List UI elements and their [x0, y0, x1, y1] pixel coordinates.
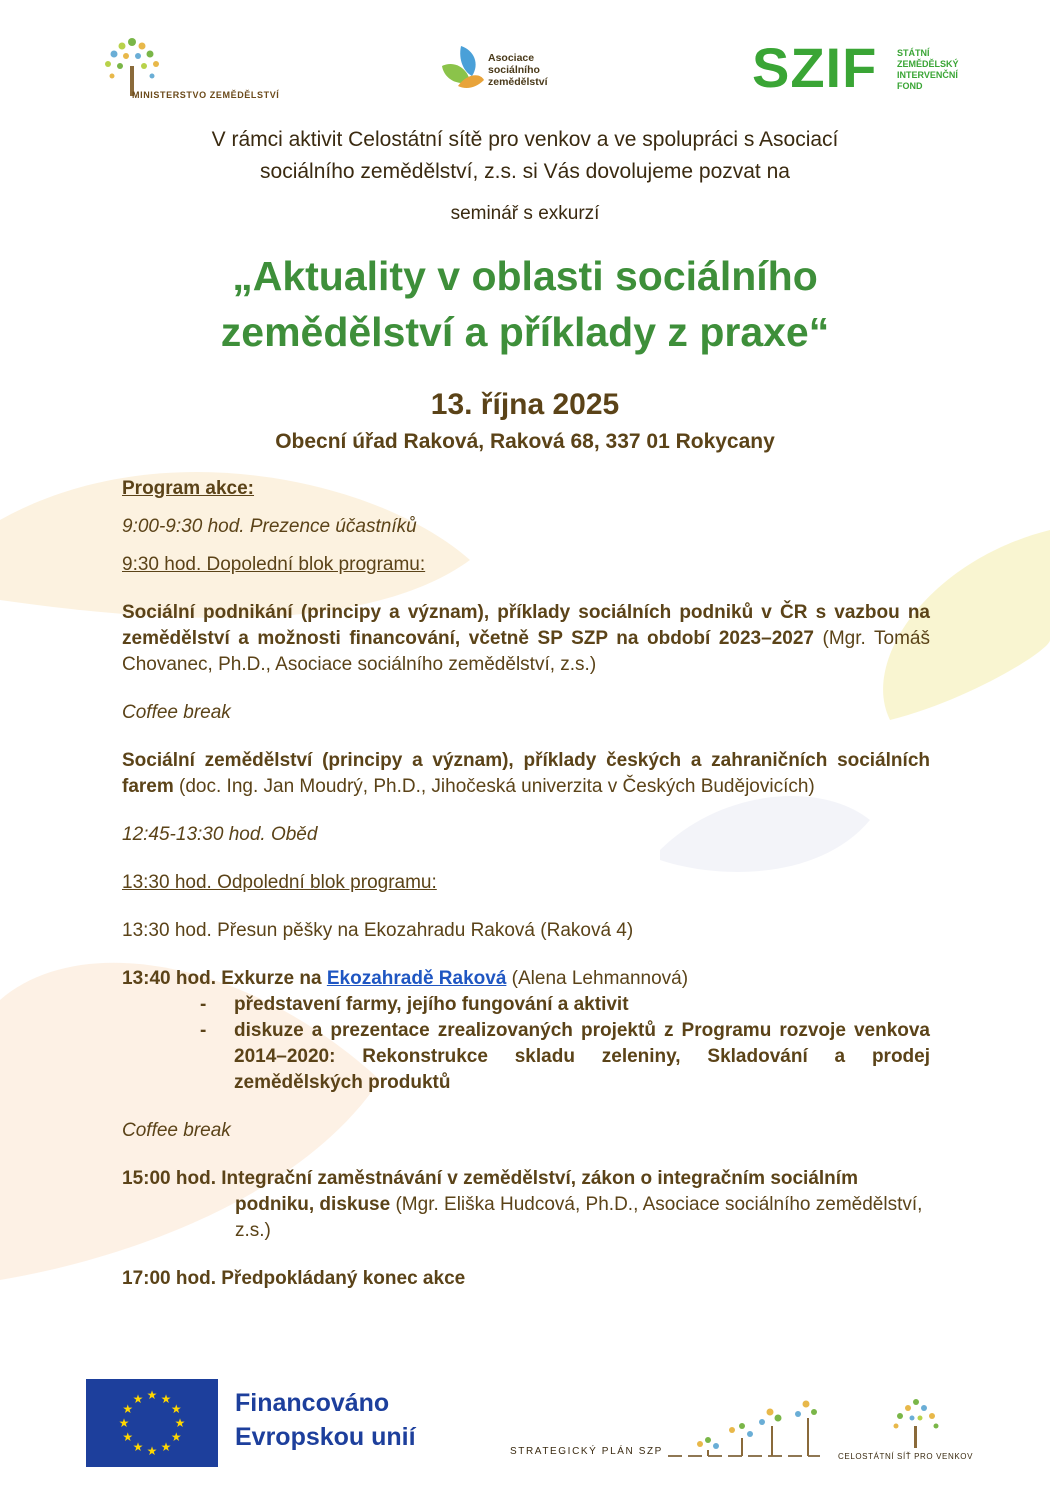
ssp-label: STRATEGICKÝ PLÁN SZP — [510, 1446, 663, 1457]
talk-1-title: Sociální podnikání (principy a význam), příklady sociálních podniků v ČR s vazbou na zemědělství a možnosti financování, včetně SP SZP na období 2023–2027 — [122, 602, 930, 649]
invitation-intro — [100, 124, 950, 188]
szif-wordmark: SZIF — [752, 36, 878, 99]
title-line-1: „Aktuality v oblasti sociálního — [232, 253, 818, 299]
talk-2-title: Sociální zemědělství (principy a význam), příklady českých a zahraničních sociálních farem — [122, 750, 930, 797]
event-place: Obecní úřad Raková, Raková 68, 337 01 Rokycany — [275, 430, 775, 453]
talk-3-title: 15:00 hod. Integrační zaměstnávání v zemědělství, zákon o integračním sociálním podniku, diskuse — [122, 1168, 858, 1215]
event-date: 13. října 2025 — [430, 388, 620, 421]
szif-line-4: FOND — [897, 81, 923, 91]
eu-star-icon: ★ — [160, 1440, 172, 1455]
excursion-bullet-1: - představení farmy, jejího fungování a aktivit — [200, 992, 930, 1018]
eu-funding-text — [235, 1386, 416, 1454]
szif-line-2: ZEMĚDĚLSKÝ — [897, 59, 959, 69]
program-talk-3 — [122, 1166, 930, 1244]
eu-star-icon: ★ — [122, 1402, 134, 1416]
cssv-logo — [838, 1396, 974, 1466]
cssv-label: CELOSTÁTNÍ SÍŤ PRO VENKOV — [838, 1452, 974, 1461]
eu-line-2: Evropskou unií — [235, 1423, 416, 1451]
event-title — [60, 248, 990, 360]
ministry-label: MINISTERSTVO ZEMĚDĚLSTVÍ — [132, 90, 280, 100]
szif-logo — [752, 36, 972, 104]
program-afternoon-block: 13:30 hod. Odpolední blok programu: — [122, 872, 437, 893]
asz-line-3: zemědělství — [488, 76, 548, 88]
program-coffee-1: Coffee break — [122, 702, 231, 723]
program-coffee-2: Coffee break — [122, 1120, 231, 1141]
program-morning-block: 9:30 hod. Dopolední blok programu: — [122, 554, 426, 575]
program-talk-2 — [122, 748, 930, 800]
program-registration: 9:00-9:30 hod. Prezence účastníků — [122, 516, 417, 537]
title-line-2: zemědělství a příklady z praxe“ — [220, 309, 830, 355]
program-end: 17:00 hod. Předpokládaný konec akce — [122, 1268, 466, 1289]
talk-3-speaker: (Mgr. Eliška Hudcová, Ph.D., Asociace sociálního zemědělství, z.s.) — [235, 1194, 923, 1241]
excursion-guide: (Alena Lehmannová) — [506, 968, 689, 989]
excursion-time: 13:40 hod. Exkurze na — [122, 968, 327, 989]
eu-flag-icon — [86, 1379, 218, 1467]
intro-line-1: V rámci aktivit Celostátní sítě pro venkov a ve spolupráci s Asociací — [211, 128, 839, 151]
eu-star-icon: ★ — [132, 1391, 144, 1406]
excursion-bullet-2: - diskuze a prezentace zrealizovaných projektů z Programu rozvoje venkova 2014–2020: Rekonstrukce skladu zeleniny, Skladování a prodej zemědělských produktů — [200, 1018, 930, 1096]
intro-line-2: sociálního zemědělství, z.s. si Vás dovolujeme pozvat na — [260, 160, 790, 183]
eu-star-icon: ★ — [132, 1440, 144, 1455]
seminar-type: seminář s exkurzí — [450, 203, 600, 224]
talk-1-speaker: (Mgr. Tomáš Chovanec, Ph.D., Asociace sociálního zemědělství, z.s.) — [122, 628, 930, 675]
eu-star-icon: ★ — [170, 1430, 182, 1444]
eu-star-icon: ★ — [146, 1388, 158, 1402]
eu-star-icon: ★ — [146, 1444, 158, 1458]
eu-star-icon: ★ — [160, 1391, 172, 1406]
eu-star-icon: ★ — [174, 1416, 186, 1430]
program-lunch: 12:45-13:30 hod. Oběd — [122, 824, 318, 845]
excursion-bullets — [122, 992, 930, 1096]
program-transfer: 13:30 hod. Přesun pěšky na Ekozahradu Raková (Raková 4) — [122, 920, 634, 941]
ssp-trees-icon — [660, 1390, 830, 1465]
eu-star-icon: ★ — [170, 1402, 182, 1416]
szif-line-1: STÁTNÍ — [897, 48, 930, 58]
program-excursion — [122, 966, 930, 992]
cssv-tree-icon — [886, 1396, 966, 1450]
talk-2-speaker: (doc. Ing. Jan Moudrý, Ph.D., Jihočeská univerzita v Českých Budějovicích) — [173, 776, 815, 797]
program-talk-1 — [122, 600, 930, 678]
eu-star-icon: ★ — [122, 1430, 134, 1444]
asz-leaf-icon — [436, 42, 486, 92]
ministry-logo — [94, 30, 294, 110]
program-heading: Program akce: — [122, 478, 255, 499]
program — [122, 476, 930, 1292]
eu-star-icon: ★ — [118, 1416, 130, 1430]
asz-line-1: Asociace — [488, 52, 535, 64]
asz-logo — [436, 40, 586, 100]
eu-line-1: Financováno — [235, 1389, 390, 1417]
asz-line-2: sociálního — [488, 64, 540, 76]
ekozahrada-link[interactable]: Ekozahradě Raková — [326, 968, 507, 989]
szif-line-3: INTERVENČNÍ — [897, 70, 958, 80]
ssp-logo — [660, 1390, 830, 1465]
